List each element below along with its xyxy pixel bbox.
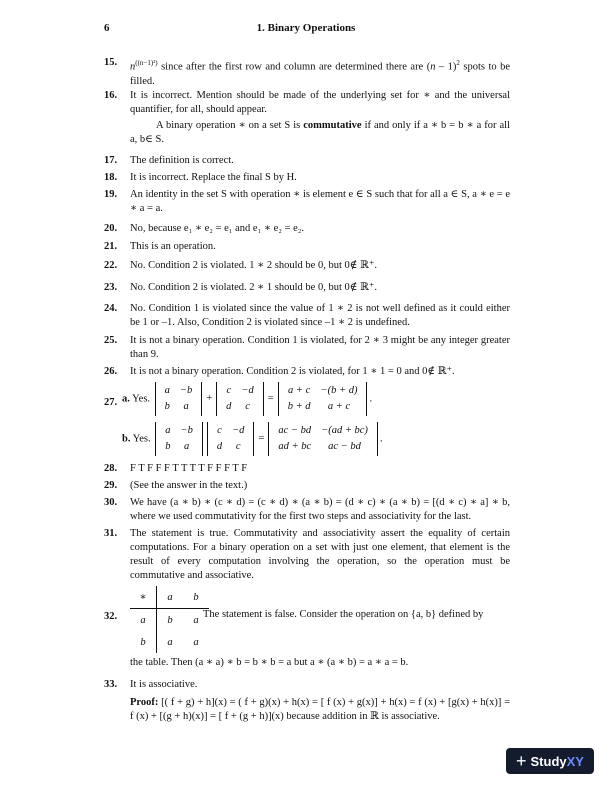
item-17: 17. The definition is correct. [104, 155, 234, 166]
matrix-a2: c −d d c [216, 382, 264, 416]
item-26: 26. It is not a binary operation. Condition 2 is violated, for 1 ∗ 1 = 0 and 0∉ ℝ⁺. [104, 366, 455, 377]
item-25: 25. It is not a binary operation. Condition 1 is violated, for 2 ∗ 3 might be any integer greater than 9. [104, 335, 510, 360]
item-29: 29. (See the answer in the text.) [104, 480, 248, 491]
item-31: 31. The statement is true. Commutativity and associativity assert the equality of certain computations. For a binary operation on a set with just one element, that element is the result of every computation involving the operation, so the operation must be commutative and associative. [104, 528, 510, 581]
page-header [0, 22, 612, 40]
item-21: 21. This is an operation. [104, 241, 216, 252]
item-15: 15. $n^{((n-1)^2)}$ since after the first row and column are determined there are (n – 1)$^2$ spots to be filled. [104, 57, 510, 87]
item-33: 33. It is associative. Proof: [( f + g) + h](x) = ( f + g)(x) + h(x) = [ f (x) + g(x)] + h(x) = f (x) + [g(x) + h(x)] = f (x) + [(g + h)(x)] = [ f + (g + h)](x) because addition in ℝ is associative. [104, 679, 510, 722]
item-28: 28. F T F F F T T T T F F F T F [104, 463, 248, 474]
matrix-a-result: a + c −(b + d) b + d a + c [278, 382, 368, 416]
item-23: 23. No. Condition 2 is violated. 2 ∗ 1 should be 0, but 0∉ ℝ⁺. [104, 282, 378, 293]
item-18: 18. It is incorrect. Replace the final S by H. [104, 172, 297, 183]
matrix-b2: c −d d c [207, 422, 255, 456]
item-20: 20. No, because e₁ ∗ e₂ = e₁ and e₁ ∗ e₂ = e₂. [104, 223, 305, 234]
page-number: 6 [104, 22, 110, 34]
matrix-b1: a −b b a [155, 422, 203, 456]
studyxy-logo: + Study XY [506, 748, 594, 774]
item-19: 19. An identity in the set S with operation ∗ is element e ∈ S such that for all a ∈ S, a ∗ e = e ∗ a = a. [104, 189, 510, 214]
item-22: 22. No. Condition 2 is violated. 1 ∗ 2 should be 0, but 0∉ ℝ⁺. [104, 260, 378, 271]
item-27: 27. a. Yes. a −b b a + c −d d c = a + c −(b + d) b + d a + c . b. Yes. a −b b a c −d d c = ac − bd −(ad + bc) ad + bc ac − bd . [104, 382, 510, 462]
item-24: 24. No. Condition 1 is violated since the value of 1 ∗ 2 is not well defined as it could either be 1 or –1. Also, Condition 2 is violated since –1 ∗ 2 is undefined. [104, 303, 510, 328]
item-32-after: the table. Then (a ∗ a) ∗ b = b ∗ b = a but a ∗ (a ∗ b) = a ∗ a = b. [130, 657, 409, 668]
matrix-a1: a −b b a [155, 382, 203, 416]
item-32-side-text: The statement is false. Consider the operation on {a, b} defined by [203, 609, 484, 620]
item-16: 16. It is incorrect. Mention should be made of the underlying set for ∗ and the universal quantifier, for all, should appear. A binary operation ∗ on a set S is commutative if and only if a ∗ b = b ∗ a for all a, b∈ S. [104, 90, 510, 145]
matrix-b-result: ac − bd −(ad + bc) ad + bc ac − bd [268, 422, 378, 456]
page-title: 1. Binary Operations [256, 22, 356, 34]
part-a-label: a. [122, 393, 130, 405]
item-30: 30. We have (a ∗ b) ∗ (c ∗ d) = (c ∗ d) ∗ (a ∗ b) = (d ∗ c) ∗ (a ∗ b) = [(d ∗ c) ∗ a] ∗ b, where we used commutativity for the first two steps and associativity for the last. [104, 497, 510, 522]
plus-icon: + [516, 750, 527, 771]
operation-table: ∗ a b a b a b a a [130, 586, 209, 653]
part-b-label: b. [122, 433, 131, 445]
